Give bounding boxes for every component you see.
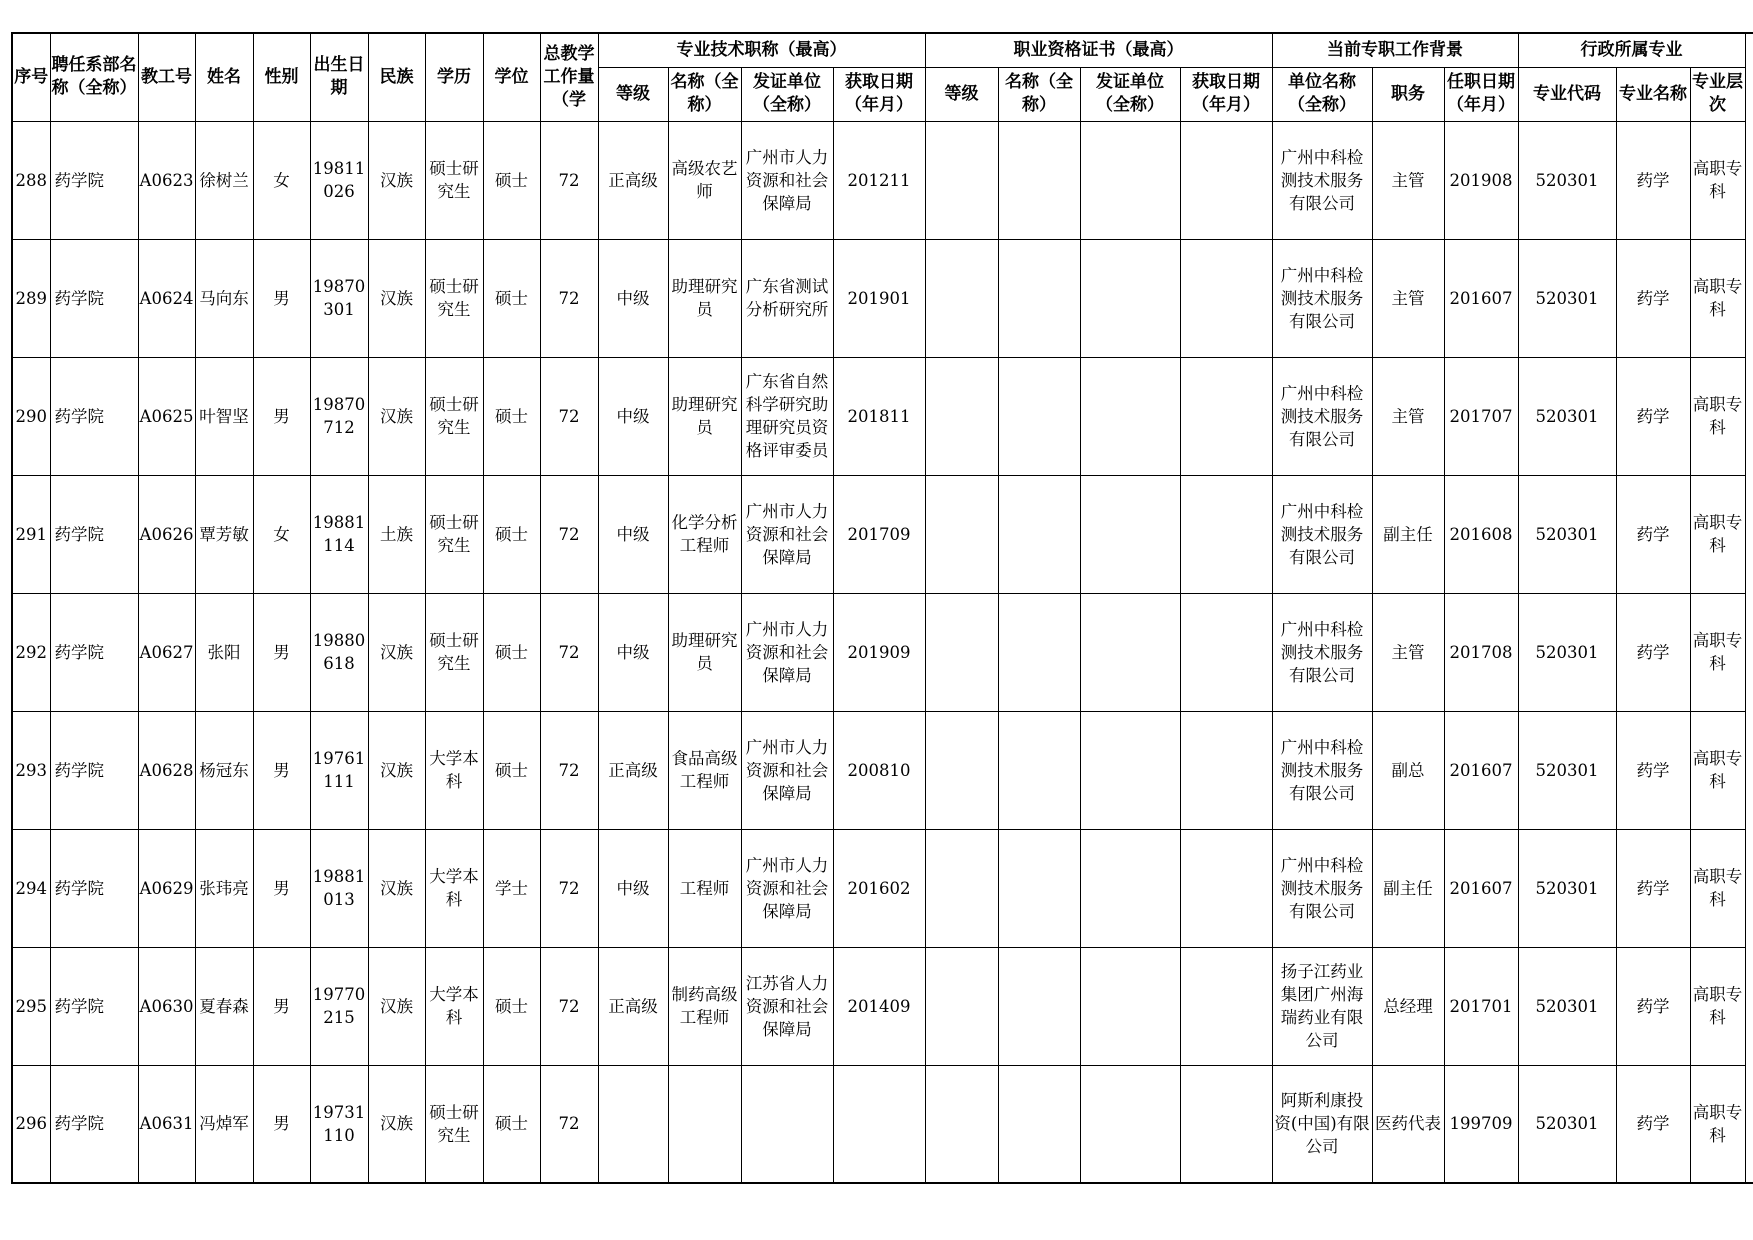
cell-ethnicity: 汉族 — [368, 357, 425, 475]
cell-major-level: 高职专科 — [1690, 593, 1745, 711]
cell-cert-name — [998, 475, 1080, 593]
cell-ethnicity: 汉族 — [368, 947, 425, 1065]
cell-title-level: 中级 — [598, 593, 668, 711]
cell-cert-level — [925, 829, 998, 947]
cell-job-position: 主管 — [1372, 593, 1444, 711]
cell-name: 夏春森 — [195, 947, 253, 1065]
cell-name: 冯焯军 — [195, 1065, 253, 1183]
cell-major-code: 520301 — [1518, 121, 1616, 239]
cell-workload: 72 — [540, 121, 598, 239]
cell-title-issuer: 广州市人力资源和社会保障局 — [741, 593, 833, 711]
header-title-date: 获取日期（年月） — [833, 67, 925, 121]
cell-major-name: 药学 — [1616, 239, 1690, 357]
cell-cert-level — [925, 475, 998, 593]
header-group-major: 行政所属专业 — [1518, 33, 1745, 67]
header-staff-id: 教工号 — [138, 33, 195, 121]
cell-major-name: 药学 — [1616, 1065, 1690, 1183]
header-workload: 总教学工作量（学 — [540, 33, 598, 121]
cell-staff-id: A0624 — [138, 239, 195, 357]
cell-education: 硕士研究生 — [425, 357, 483, 475]
cell-major-name: 药学 — [1616, 357, 1690, 475]
cell-ethnicity: 汉族 — [368, 711, 425, 829]
cell-education: 硕士研究生 — [425, 593, 483, 711]
cell-degree: 学士 — [483, 829, 540, 947]
table-row — [12, 711, 1753, 829]
cell-cert-issuer — [1080, 239, 1180, 357]
cell-major-level: 高职专科 — [1690, 1065, 1745, 1183]
cell-staff-id: A0630 — [138, 947, 195, 1065]
cell-major-code: 520301 — [1518, 593, 1616, 711]
cell-birth: 19870301 — [310, 239, 368, 357]
cell-ethnicity: 汉族 — [368, 121, 425, 239]
cell-job-unit: 广州中科检测技术服务有限公司 — [1272, 357, 1372, 475]
header-major-name: 专业名称 — [1616, 67, 1690, 121]
cell-major-level: 高职专科 — [1690, 829, 1745, 947]
cell-title-date: 201901 — [833, 239, 925, 357]
cell-degree: 硕士 — [483, 357, 540, 475]
cell-major-level: 高职专科 — [1690, 947, 1745, 1065]
cell-job-date: 201607 — [1444, 711, 1518, 829]
cell-cert-date — [1180, 121, 1272, 239]
cell-title-date: 201409 — [833, 947, 925, 1065]
cell-job-date: 201708 — [1444, 593, 1518, 711]
cell-cert-level — [925, 121, 998, 239]
cell-title-name: 助理研究员 — [668, 357, 741, 475]
cell-education: 硕士研究生 — [425, 239, 483, 357]
table-row — [12, 1065, 1753, 1183]
cell-birth: 19770215 — [310, 947, 368, 1065]
cell-birth: 19761111 — [310, 711, 368, 829]
cell-cert-date — [1180, 1065, 1272, 1183]
cell-education: 硕士研究生 — [425, 475, 483, 593]
cell-job-unit: 扬子江药业集团广州海瑞药业有限公司 — [1272, 947, 1372, 1065]
cell-name: 杨冠东 — [195, 711, 253, 829]
header-title-issuer: 发证单位（全称） — [741, 67, 833, 121]
cell-staff-id: A0627 — [138, 593, 195, 711]
cell-workload: 72 — [540, 1065, 598, 1183]
cell-birth: 19731110 — [310, 1065, 368, 1183]
cell-workload: 72 — [540, 711, 598, 829]
cell-cert-level — [925, 947, 998, 1065]
cell-dept: 药学院 — [50, 947, 138, 1065]
header-birth: 出生日期 — [310, 33, 368, 121]
cell-seq: 295 — [12, 947, 50, 1065]
table-row — [12, 829, 1753, 947]
cell-education: 大学本科 — [425, 711, 483, 829]
cell-name: 覃芳敏 — [195, 475, 253, 593]
cell-cert-issuer — [1080, 475, 1180, 593]
cell-seq: 290 — [12, 357, 50, 475]
cell-cert-name — [998, 1065, 1080, 1183]
cell-dept: 药学院 — [50, 121, 138, 239]
cell-cert-issuer — [1080, 357, 1180, 475]
table-body — [12, 121, 1753, 1183]
cell-degree: 硕士 — [483, 1065, 540, 1183]
header-title-name: 名称（全称） — [668, 67, 741, 121]
cell-major-code: 520301 — [1518, 711, 1616, 829]
cell-gender: 男 — [253, 593, 310, 711]
cell-cert-date — [1180, 829, 1272, 947]
cell-title-name: 高级农艺师 — [668, 121, 741, 239]
cell-ethnicity: 汉族 — [368, 829, 425, 947]
cell-title-date: 201709 — [833, 475, 925, 593]
header-job-date: 任职日期（年月） — [1444, 67, 1518, 121]
cell-name: 徐树兰 — [195, 121, 253, 239]
cell-cert-date — [1180, 947, 1272, 1065]
cell-ethnicity: 汉族 — [368, 239, 425, 357]
cell-job-unit: 广州中科检测技术服务有限公司 — [1272, 829, 1372, 947]
cell-job-position: 副主任 — [1372, 829, 1444, 947]
header-seq: 序号 — [12, 33, 50, 121]
cell-education: 大学本科 — [425, 829, 483, 947]
cell-title-date — [833, 1065, 925, 1183]
cell-major-code: 520301 — [1518, 239, 1616, 357]
cell-job-date: 201707 — [1444, 357, 1518, 475]
cell-title-name: 助理研究员 — [668, 593, 741, 711]
header-title-level: 等级 — [598, 67, 668, 121]
cell-education: 大学本科 — [425, 947, 483, 1065]
header-education: 学历 — [425, 33, 483, 121]
table-row — [12, 239, 1753, 357]
cell-birth: 19811026 — [310, 121, 368, 239]
cell-cert-date — [1180, 475, 1272, 593]
cell-title-issuer: 广东省自然科学研究助理研究员资格评审委员 — [741, 357, 833, 475]
cell-dept: 药学院 — [50, 239, 138, 357]
cell-job-position: 主管 — [1372, 239, 1444, 357]
cell-major-name: 药学 — [1616, 947, 1690, 1065]
table-row — [12, 121, 1753, 239]
table-row — [12, 947, 1753, 1065]
cell-seq: 288 — [12, 121, 50, 239]
cell-title-issuer: 广州市人力资源和社会保障局 — [741, 711, 833, 829]
cell-title-date: 201602 — [833, 829, 925, 947]
cell-workload: 72 — [540, 475, 598, 593]
header-dept: 聘任系部名称（全称） — [50, 33, 138, 121]
cell-title-date: 201211 — [833, 121, 925, 239]
header-group-title: 专业技术职称（最高） — [598, 33, 925, 67]
cell-name: 张玮亮 — [195, 829, 253, 947]
cell-dept: 药学院 — [50, 357, 138, 475]
cell-title-issuer: 广州市人力资源和社会保障局 — [741, 475, 833, 593]
header-name: 姓名 — [195, 33, 253, 121]
cell-dept: 药学院 — [50, 475, 138, 593]
cell-job-position: 副主任 — [1372, 475, 1444, 593]
cell-major-level: 高职专科 — [1690, 711, 1745, 829]
cell-title-level: 中级 — [598, 357, 668, 475]
cell-gender: 男 — [253, 829, 310, 947]
cell-job-unit: 广州中科检测技术服务有限公司 — [1272, 475, 1372, 593]
cell-title-level: 中级 — [598, 239, 668, 357]
cell-degree: 硕士 — [483, 593, 540, 711]
cell-name: 叶智坚 — [195, 357, 253, 475]
cell-title-level: 正高级 — [598, 947, 668, 1065]
cell-job-date: 201607 — [1444, 239, 1518, 357]
cell-cert-date — [1180, 593, 1272, 711]
cell-title-issuer — [741, 1065, 833, 1183]
cell-degree: 硕士 — [483, 711, 540, 829]
cell-staff-id: A0631 — [138, 1065, 195, 1183]
cell-cert-name — [998, 593, 1080, 711]
cell-cert-name — [998, 711, 1080, 829]
cell-workload: 72 — [540, 357, 598, 475]
cell-job-date: 201908 — [1444, 121, 1518, 239]
cell-cert-level — [925, 1065, 998, 1183]
cell-gender: 男 — [253, 357, 310, 475]
cell-title-name — [668, 1065, 741, 1183]
cell-major-level: 高职专科 — [1690, 475, 1745, 593]
cell-cert-name — [998, 829, 1080, 947]
table-header — [12, 33, 1753, 121]
cell-cert-date — [1180, 711, 1272, 829]
cell-education: 硕士研究生 — [425, 121, 483, 239]
cell-birth: 19881114 — [310, 475, 368, 593]
cell-title-level — [598, 1065, 668, 1183]
cell-major-name: 药学 — [1616, 829, 1690, 947]
cell-title-name: 制药高级工程师 — [668, 947, 741, 1065]
cell-job-unit: 广州中科检测技术服务有限公司 — [1272, 121, 1372, 239]
cell-title-level: 中级 — [598, 829, 668, 947]
cell-job-unit: 广州中科检测技术服务有限公司 — [1272, 711, 1372, 829]
cell-job-position: 副总 — [1372, 711, 1444, 829]
table-row — [12, 593, 1753, 711]
cell-major-name: 药学 — [1616, 121, 1690, 239]
cell-cert-name — [998, 357, 1080, 475]
cell-dept: 药学院 — [50, 829, 138, 947]
cell-major-code: 520301 — [1518, 357, 1616, 475]
cell-cert-name — [998, 239, 1080, 357]
header-major-code: 专业代码 — [1518, 67, 1616, 121]
cell-cert-level — [925, 357, 998, 475]
cell-gender: 男 — [253, 711, 310, 829]
cell-major-level: 高职专科 — [1690, 239, 1745, 357]
cell-staff-id: A0626 — [138, 475, 195, 593]
cell-title-issuer: 广州市人力资源和社会保障局 — [741, 121, 833, 239]
cell-major-level: 高职专科 — [1690, 121, 1745, 239]
cell-job-unit: 广州中科检测技术服务有限公司 — [1272, 593, 1372, 711]
cell-title-name: 工程师 — [668, 829, 741, 947]
cell-degree: 硕士 — [483, 239, 540, 357]
cell-title-name: 化学分析工程师 — [668, 475, 741, 593]
cell-cert-issuer — [1080, 829, 1180, 947]
cell-job-date: 201607 — [1444, 829, 1518, 947]
cell-job-unit: 阿斯利康投资(中国)有限公司 — [1272, 1065, 1372, 1183]
cell-job-position: 总经理 — [1372, 947, 1444, 1065]
header-cert-issuer: 发证单位（全称） — [1080, 67, 1180, 121]
cell-workload: 72 — [540, 593, 598, 711]
cell-seq: 292 — [12, 593, 50, 711]
cell-job-date: 201608 — [1444, 475, 1518, 593]
cell-ethnicity: 土族 — [368, 475, 425, 593]
header-cert-name: 名称（全称） — [998, 67, 1080, 121]
staff-roster-table — [11, 32, 1753, 1184]
cell-title-date: 201811 — [833, 357, 925, 475]
cell-workload: 72 — [540, 239, 598, 357]
cell-ethnicity: 汉族 — [368, 593, 425, 711]
cell-gender: 女 — [253, 121, 310, 239]
cell-title-name: 助理研究员 — [668, 239, 741, 357]
cell-cert-level — [925, 239, 998, 357]
cell-seq: 293 — [12, 711, 50, 829]
cell-cert-issuer — [1080, 947, 1180, 1065]
cell-title-date: 201909 — [833, 593, 925, 711]
cell-title-issuer: 江苏省人力资源和社会保障局 — [741, 947, 833, 1065]
header-ethnicity: 民族 — [368, 33, 425, 121]
cell-dept: 药学院 — [50, 593, 138, 711]
cell-degree: 硕士 — [483, 475, 540, 593]
cell-staff-id: A0625 — [138, 357, 195, 475]
cell-major-code: 520301 — [1518, 475, 1616, 593]
cell-gender: 男 — [253, 947, 310, 1065]
header-group-cert: 职业资格证书（最高） — [925, 33, 1272, 67]
cell-cert-date — [1180, 239, 1272, 357]
cell-title-date: 200810 — [833, 711, 925, 829]
cell-job-unit: 广州中科检测技术服务有限公司 — [1272, 239, 1372, 357]
header-job-unit: 单位名称（全称） — [1272, 67, 1372, 121]
cell-major-name: 药学 — [1616, 475, 1690, 593]
table-row — [12, 475, 1753, 593]
cell-job-date: 201701 — [1444, 947, 1518, 1065]
cell-major-name: 药学 — [1616, 593, 1690, 711]
cell-birth: 19881013 — [310, 829, 368, 947]
header-cert-level: 等级 — [925, 67, 998, 121]
cell-name: 张阳 — [195, 593, 253, 711]
cell-degree: 硕士 — [483, 121, 540, 239]
cell-cert-date — [1180, 357, 1272, 475]
cell-job-position: 主管 — [1372, 121, 1444, 239]
cell-major-code: 520301 — [1518, 1065, 1616, 1183]
cell-title-level: 正高级 — [598, 711, 668, 829]
cell-seq: 291 — [12, 475, 50, 593]
cell-seq: 289 — [12, 239, 50, 357]
header-job-position: 职务 — [1372, 67, 1444, 121]
cell-major-name: 药学 — [1616, 711, 1690, 829]
cell-birth: 19880618 — [310, 593, 368, 711]
cell-education: 硕士研究生 — [425, 1065, 483, 1183]
cell-title-level: 正高级 — [598, 121, 668, 239]
header-gender: 性别 — [253, 33, 310, 121]
cell-title-issuer: 广州市人力资源和社会保障局 — [741, 829, 833, 947]
cell-major-code: 520301 — [1518, 947, 1616, 1065]
cell-staff-id: A0629 — [138, 829, 195, 947]
header-degree: 学位 — [483, 33, 540, 121]
cell-job-position: 医药代表 — [1372, 1065, 1444, 1183]
cell-major-code: 520301 — [1518, 829, 1616, 947]
header-major-level: 专业层次 — [1690, 67, 1745, 121]
cell-cert-issuer — [1080, 593, 1180, 711]
cell-dept: 药学院 — [50, 711, 138, 829]
cell-gender: 男 — [253, 1065, 310, 1183]
cell-gender: 女 — [253, 475, 310, 593]
cell-cert-name — [998, 121, 1080, 239]
cell-gender: 男 — [253, 239, 310, 357]
cell-major-level: 高职专科 — [1690, 357, 1745, 475]
cell-cert-level — [925, 593, 998, 711]
cell-cert-name — [998, 947, 1080, 1065]
cell-workload: 72 — [540, 829, 598, 947]
cell-ethnicity: 汉族 — [368, 1065, 425, 1183]
cell-title-name: 食品高级工程师 — [668, 711, 741, 829]
cell-job-position: 主管 — [1372, 357, 1444, 475]
header-cert-date: 获取日期（年月） — [1180, 67, 1272, 121]
cell-job-date: 199709 — [1444, 1065, 1518, 1183]
cell-degree: 硕士 — [483, 947, 540, 1065]
cell-title-level: 中级 — [598, 475, 668, 593]
header-group-job: 当前专职工作背景 — [1272, 33, 1518, 67]
cell-name: 马向东 — [195, 239, 253, 357]
cell-cert-issuer — [1080, 1065, 1180, 1183]
cell-cert-issuer — [1080, 711, 1180, 829]
cell-cert-issuer — [1080, 121, 1180, 239]
cell-staff-id: A0628 — [138, 711, 195, 829]
cell-title-issuer: 广东省测试分析研究所 — [741, 239, 833, 357]
cell-birth: 19870712 — [310, 357, 368, 475]
cell-seq: 294 — [12, 829, 50, 947]
cell-staff-id: A0623 — [138, 121, 195, 239]
cell-dept: 药学院 — [50, 1065, 138, 1183]
cell-cert-level — [925, 711, 998, 829]
cell-workload: 72 — [540, 947, 598, 1065]
table-row — [12, 357, 1753, 475]
cell-seq: 296 — [12, 1065, 50, 1183]
